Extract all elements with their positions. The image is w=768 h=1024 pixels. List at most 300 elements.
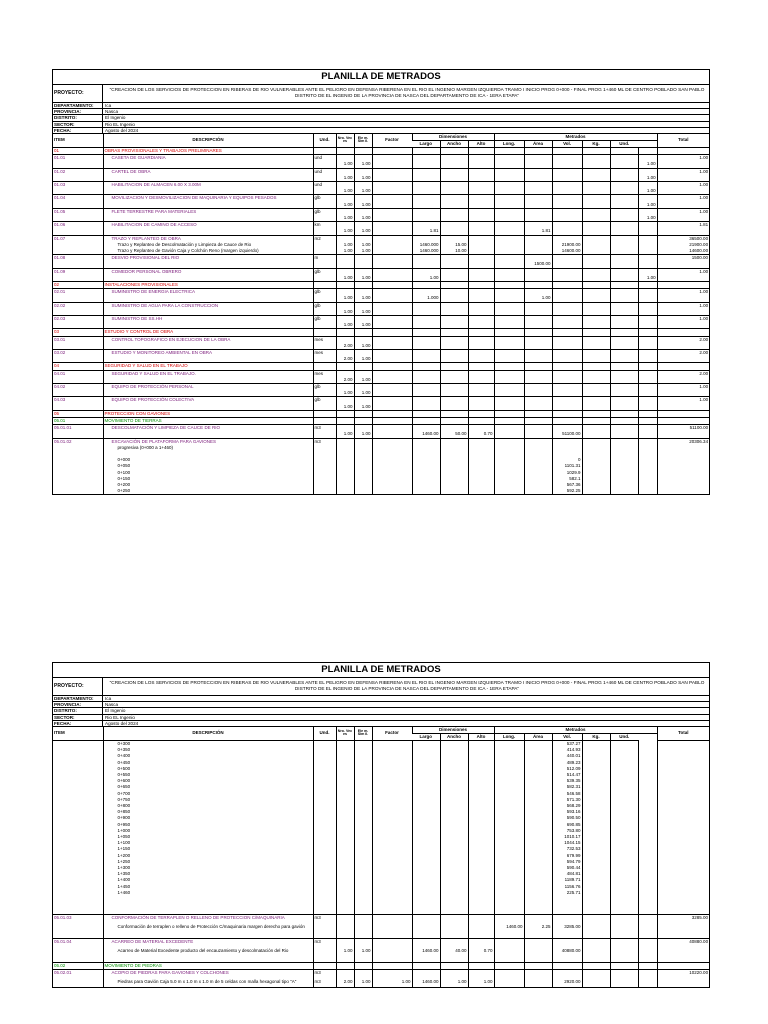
- description-cell: [103, 275, 313, 282]
- description-cell: [103, 202, 313, 209]
- value-cell: [336, 438, 354, 445]
- value-cell: 1460.00: [412, 945, 440, 956]
- value-cell: [313, 188, 336, 195]
- value-cell: [552, 356, 582, 363]
- value-cell: [313, 161, 336, 168]
- value-cell: [440, 222, 468, 229]
- value-cell: [440, 175, 468, 182]
- item-code-cell: [53, 228, 103, 235]
- value-cell: [468, 295, 494, 302]
- value-cell: [372, 970, 412, 977]
- description-cell: 1+250: [103, 859, 313, 865]
- value-cell: [440, 235, 468, 242]
- metrados-table-2: [53, 727, 709, 987]
- value-cell: [354, 329, 372, 336]
- value-cell: [372, 488, 412, 494]
- value-cell: [412, 397, 440, 404]
- item-code-cell: 05.01: [53, 418, 103, 425]
- proyecto-value-2: "CREACION DE LOS SERVICIOS DE PROTECCION EN RIBERAS DE RIO VULNERABLES ANTE EL PELIGRO EN DEFENSA RIBERENA EN EL RIO EL INGENIO MARGEN IZQUIERDA TRAMO I INICIO PROG 0+000 - FINAL PROG 1+460 ML DE CENTRO POBLADO SAN PABLO DISTRITO DE EL INGENIO DE LA PROVINCIA DE NASCA DEL DEPARTAMENTO DE ICA - 1ERA ETAPA": [109, 680, 705, 691]
- value-cell: [372, 410, 412, 417]
- value-cell: [552, 215, 582, 222]
- value-cell: 590.50: [552, 815, 582, 821]
- value-cell: [638, 343, 657, 350]
- value-cell: [638, 945, 657, 956]
- table-row: [53, 350, 709, 357]
- value-cell: [412, 316, 440, 323]
- value-cell: [372, 161, 412, 168]
- value-cell: [313, 215, 336, 222]
- fecha-label-2: FECHA:: [53, 721, 103, 726]
- value-cell: [440, 195, 468, 202]
- value-cell: [552, 289, 582, 296]
- table-row: [53, 915, 709, 922]
- item-code-cell: [53, 343, 103, 350]
- value-cell: [582, 316, 610, 323]
- departamento-value: Ica: [105, 103, 112, 108]
- value-cell: [313, 404, 336, 411]
- value-cell: [638, 316, 657, 323]
- value-cell: [336, 155, 354, 162]
- value-cell: [638, 289, 657, 296]
- value-cell: [494, 228, 524, 235]
- description-cell: 0+800: [103, 803, 313, 809]
- value-cell: 2.00: [657, 370, 709, 377]
- table-row: [53, 202, 709, 209]
- value-cell: 1.00: [354, 404, 372, 411]
- value-cell: [354, 336, 372, 343]
- item-code-cell: 01.05: [53, 208, 103, 215]
- value-cell: und: [313, 168, 336, 175]
- table-row: [53, 302, 709, 309]
- value-cell: [657, 329, 709, 336]
- value-cell: [657, 390, 709, 397]
- col-elem: Ele m. Sim il.: [354, 134, 372, 148]
- description-cell: 1+460: [103, 890, 313, 896]
- value-cell: 1.00: [354, 175, 372, 182]
- value-cell: [657, 377, 709, 384]
- description-cell: 1+450: [103, 884, 313, 890]
- value-cell: [336, 235, 354, 242]
- col-largo-2: Largo: [412, 733, 440, 740]
- value-cell: [524, 316, 552, 323]
- value-cell: 1.00: [336, 431, 354, 438]
- value-cell: [524, 404, 552, 411]
- value-cell: [372, 268, 412, 275]
- value-cell: [552, 316, 582, 323]
- value-cell: 1460.000: [412, 248, 440, 255]
- value-cell: [440, 147, 468, 154]
- col-total-2: Total: [657, 727, 709, 741]
- description-cell: HABILITACION DE ALMACEN 6.00 X 3.00M: [103, 181, 313, 188]
- value-cell: [468, 316, 494, 323]
- value-cell: [412, 425, 440, 432]
- description-cell: Trazo y Replanteo de Gavión Caja y Colchón Reno (margen izquierdo): [103, 248, 313, 255]
- value-cell: [372, 248, 412, 255]
- description-cell: Piedras para Gavión Caja 5.0 m x 1.0 m x 1.0 m de 5 celdas con malla hexagonal tipo "A": [103, 976, 313, 987]
- value-cell: 1.00: [354, 377, 372, 384]
- value-cell: [372, 222, 412, 229]
- col-largo: Largo: [412, 140, 440, 147]
- value-cell: 1460.00: [494, 921, 524, 932]
- value-cell: 1.81: [657, 222, 709, 229]
- col-long-2: Long.: [494, 733, 524, 740]
- value-cell: [354, 970, 372, 977]
- item-code-cell: [53, 188, 103, 195]
- value-cell: [610, 390, 638, 397]
- value-cell: [412, 329, 440, 336]
- distrito-value: El Ingenio: [105, 115, 126, 121]
- value-cell: [638, 921, 657, 932]
- value-cell: [354, 915, 372, 922]
- value-cell: [468, 384, 494, 391]
- description-cell: 0+900: [103, 815, 313, 821]
- col-vol: Vol.: [552, 140, 582, 147]
- value-cell: [552, 147, 582, 154]
- value-cell: [354, 302, 372, 309]
- value-cell: [336, 268, 354, 275]
- value-cell: [610, 410, 638, 417]
- value-cell: [494, 215, 524, 222]
- value-cell: mes: [313, 370, 336, 377]
- value-cell: [552, 309, 582, 316]
- value-cell: [524, 282, 552, 289]
- description-cell: ACARREO DE MATERIAL EXCEDENTE: [103, 938, 313, 945]
- value-cell: [468, 970, 494, 977]
- value-cell: [582, 302, 610, 309]
- value-cell: [372, 289, 412, 296]
- value-cell: 2920.00: [552, 976, 582, 987]
- item-code-cell: [53, 309, 103, 316]
- value-cell: 20306.34: [657, 438, 709, 445]
- value-cell: [336, 302, 354, 309]
- value-cell: [412, 962, 440, 969]
- value-cell: [412, 222, 440, 229]
- value-cell: [610, 275, 638, 282]
- item-code-cell: [53, 377, 103, 384]
- value-cell: [582, 945, 610, 956]
- value-cell: 1.00: [657, 168, 709, 175]
- value-cell: [638, 915, 657, 922]
- value-cell: [372, 397, 412, 404]
- description-cell: SEGURIDAD Y SALUD EN EL TRABAJO: [103, 363, 313, 370]
- value-cell: 590.44: [552, 865, 582, 871]
- value-cell: [494, 329, 524, 336]
- value-cell: [412, 970, 440, 977]
- distrito-label-2: DISTRITO:: [53, 708, 103, 713]
- description-cell: EXCAVACIÓN DE PLATAFORMA PARA GAVIONES: [103, 438, 313, 445]
- value-cell: [468, 390, 494, 397]
- value-cell: [494, 295, 524, 302]
- col-ancho-2: Ancho: [440, 733, 468, 740]
- value-cell: 1044.15: [552, 840, 582, 846]
- value-cell: [468, 350, 494, 357]
- table-body-1: [53, 147, 709, 494]
- value-cell: [372, 316, 412, 323]
- table-row: [53, 377, 709, 384]
- value-cell: [412, 363, 440, 370]
- item-code-cell: 05.01.03: [53, 915, 103, 922]
- value-cell: [440, 488, 468, 494]
- value-cell: [354, 410, 372, 417]
- col-descripcion: DESCRIPCIÓN: [103, 134, 313, 148]
- value-cell: 1.00: [336, 215, 354, 222]
- value-cell: 1.00: [354, 976, 372, 987]
- item-code-cell: 01.06: [53, 222, 103, 229]
- value-cell: [610, 255, 638, 262]
- value-cell: m: [313, 255, 336, 262]
- value-cell: [610, 377, 638, 384]
- table-row: [53, 215, 709, 222]
- value-cell: [638, 195, 657, 202]
- value-cell: [372, 425, 412, 432]
- col-item: ITEM: [53, 134, 103, 148]
- value-cell: [524, 938, 552, 945]
- value-cell: 1.00: [638, 215, 657, 222]
- value-cell: 514.47: [552, 772, 582, 778]
- value-cell: 546.58: [552, 791, 582, 797]
- value-cell: [552, 336, 582, 343]
- value-cell: 1.00: [354, 356, 372, 363]
- sector-value-2: Rio EL Ingenio: [105, 714, 135, 720]
- table-row: [53, 488, 709, 494]
- value-cell: [582, 275, 610, 282]
- value-cell: [638, 370, 657, 377]
- value-cell: [582, 915, 610, 922]
- value-cell: [372, 255, 412, 262]
- value-cell: 1.00: [524, 295, 552, 302]
- value-cell: [372, 363, 412, 370]
- value-cell: [372, 921, 412, 932]
- value-cell: [372, 915, 412, 922]
- value-cell: 21900.00: [657, 242, 709, 248]
- value-cell: [440, 261, 468, 268]
- value-cell: [610, 302, 638, 309]
- value-cell: [440, 161, 468, 168]
- value-cell: [494, 322, 524, 329]
- col-und2-2: Und.: [610, 733, 638, 740]
- value-cell: [468, 938, 494, 945]
- value-cell: [468, 438, 494, 445]
- value-cell: [412, 921, 440, 932]
- value-cell: [582, 195, 610, 202]
- value-cell: [494, 438, 524, 445]
- value-cell: [610, 488, 638, 494]
- value-cell: [440, 921, 468, 932]
- value-cell: [524, 289, 552, 296]
- value-cell: [412, 208, 440, 215]
- sector-label: SECTOR:: [53, 122, 103, 127]
- value-cell: [610, 222, 638, 229]
- col-dimensiones: Dimensiones: [412, 134, 494, 141]
- table-row: [53, 431, 709, 438]
- value-cell: [552, 425, 582, 432]
- value-cell: [336, 740, 354, 747]
- value-cell: [524, 370, 552, 377]
- value-cell: [372, 282, 412, 289]
- table-row: [53, 175, 709, 182]
- value-cell: [468, 329, 494, 336]
- value-cell: [440, 295, 468, 302]
- value-cell: [336, 329, 354, 336]
- value-cell: [440, 289, 468, 296]
- value-cell: [440, 215, 468, 222]
- value-cell: [524, 175, 552, 182]
- table-body-2: [53, 740, 709, 987]
- col-factor-2: Factor: [372, 727, 412, 741]
- value-cell: [412, 410, 440, 417]
- value-cell: [657, 976, 709, 987]
- value-cell: [494, 168, 524, 175]
- col-und: Und.: [313, 134, 336, 148]
- value-cell: [372, 261, 412, 268]
- value-cell: [354, 397, 372, 404]
- value-cell: [638, 168, 657, 175]
- description-cell: [103, 390, 313, 397]
- table-row: [53, 147, 709, 154]
- value-cell: 582.1: [552, 476, 582, 482]
- value-cell: [412, 938, 440, 945]
- description-cell: 1+100: [103, 840, 313, 846]
- value-cell: 1.00: [638, 161, 657, 168]
- value-cell: [468, 397, 494, 404]
- value-cell: [638, 282, 657, 289]
- value-cell: [468, 282, 494, 289]
- value-cell: [494, 976, 524, 987]
- value-cell: [494, 363, 524, 370]
- value-cell: 582.31: [552, 784, 582, 790]
- value-cell: [524, 275, 552, 282]
- table-row: [53, 962, 709, 969]
- value-cell: m2: [313, 235, 336, 242]
- value-cell: [372, 322, 412, 329]
- value-cell: [524, 431, 552, 438]
- value-cell: [354, 316, 372, 323]
- value-cell: [638, 208, 657, 215]
- item-code-cell: 05.02: [53, 962, 103, 969]
- sector-label-2: SECTOR:: [53, 715, 103, 720]
- value-cell: [468, 336, 494, 343]
- item-code-cell: 02.01: [53, 289, 103, 296]
- table-row: [53, 356, 709, 363]
- value-cell: [313, 309, 336, 316]
- value-cell: [552, 275, 582, 282]
- value-cell: glb: [313, 384, 336, 391]
- value-cell: [524, 350, 552, 357]
- value-cell: [313, 431, 336, 438]
- value-cell: [336, 370, 354, 377]
- value-cell: [638, 425, 657, 432]
- value-cell: [582, 404, 610, 411]
- item-code-cell: 05.01.02: [53, 438, 103, 445]
- value-cell: [582, 363, 610, 370]
- description-cell: [103, 404, 313, 411]
- value-cell: 14600.00: [552, 248, 582, 255]
- value-cell: 1.81: [524, 228, 552, 235]
- description-cell: 0+200: [103, 482, 313, 488]
- value-cell: [610, 155, 638, 162]
- table-row: [53, 438, 709, 445]
- value-cell: [440, 384, 468, 391]
- value-cell: [336, 289, 354, 296]
- value-cell: 51100.00: [552, 431, 582, 438]
- value-cell: [610, 404, 638, 411]
- description-cell: MOVIMIENTO DE TIERRAS: [103, 418, 313, 425]
- value-cell: [524, 356, 552, 363]
- value-cell: [354, 438, 372, 445]
- value-cell: 1.00: [336, 175, 354, 182]
- value-cell: [638, 322, 657, 329]
- value-cell: [610, 215, 638, 222]
- value-cell: 2.25: [524, 921, 552, 932]
- value-cell: [552, 938, 582, 945]
- value-cell: [354, 384, 372, 391]
- metrados-sheet-1: [52, 69, 710, 495]
- value-cell: [524, 915, 552, 922]
- value-cell: [610, 363, 638, 370]
- description-cell: CONFORMACIÓN DE TERRAPLEN O RELLENO DE PROTECCION C/MAQUINARIA: [103, 915, 313, 922]
- value-cell: [494, 208, 524, 215]
- value-cell: [412, 390, 440, 397]
- value-cell: [468, 268, 494, 275]
- value-cell: [552, 438, 582, 445]
- item-code-cell: [53, 740, 103, 747]
- sector-value: Rio EL Ingenio: [105, 121, 135, 127]
- value-cell: [468, 175, 494, 182]
- value-cell: 2.00: [657, 350, 709, 357]
- description-cell: ESTUDIO Y MONITOREO AMBIENTAL EN OBRA: [103, 350, 313, 357]
- value-cell: [313, 945, 336, 956]
- provincia-label: PROVINCIA:: [53, 109, 103, 114]
- value-cell: [354, 488, 372, 494]
- value-cell: [372, 181, 412, 188]
- value-cell: [582, 488, 610, 494]
- value-cell: [582, 282, 610, 289]
- value-cell: [638, 181, 657, 188]
- description-cell: [103, 309, 313, 316]
- value-cell: 1.00: [354, 161, 372, 168]
- value-cell: [468, 161, 494, 168]
- value-cell: [524, 322, 552, 329]
- value-cell: [354, 962, 372, 969]
- item-code-cell: [53, 295, 103, 302]
- description-cell: [103, 215, 313, 222]
- value-cell: [313, 390, 336, 397]
- value-cell: [412, 488, 440, 494]
- description-cell: 0+850: [103, 809, 313, 815]
- description-cell: 0+000: [103, 457, 313, 463]
- value-cell: 1.00: [354, 275, 372, 282]
- value-cell: 539.35: [552, 778, 582, 784]
- value-cell: [440, 155, 468, 162]
- value-cell: [524, 248, 552, 255]
- value-cell: [440, 938, 468, 945]
- value-cell: [638, 248, 657, 255]
- value-cell: [412, 350, 440, 357]
- value-cell: [354, 921, 372, 932]
- table-row: [53, 390, 709, 397]
- value-cell: [372, 168, 412, 175]
- value-cell: [552, 404, 582, 411]
- value-cell: [372, 188, 412, 195]
- value-cell: [440, 168, 468, 175]
- value-cell: [582, 202, 610, 209]
- value-cell: [336, 282, 354, 289]
- value-cell: [610, 228, 638, 235]
- value-cell: 1.00: [336, 390, 354, 397]
- value-cell: [354, 155, 372, 162]
- value-cell: [372, 155, 412, 162]
- value-cell: 679.99: [552, 853, 582, 859]
